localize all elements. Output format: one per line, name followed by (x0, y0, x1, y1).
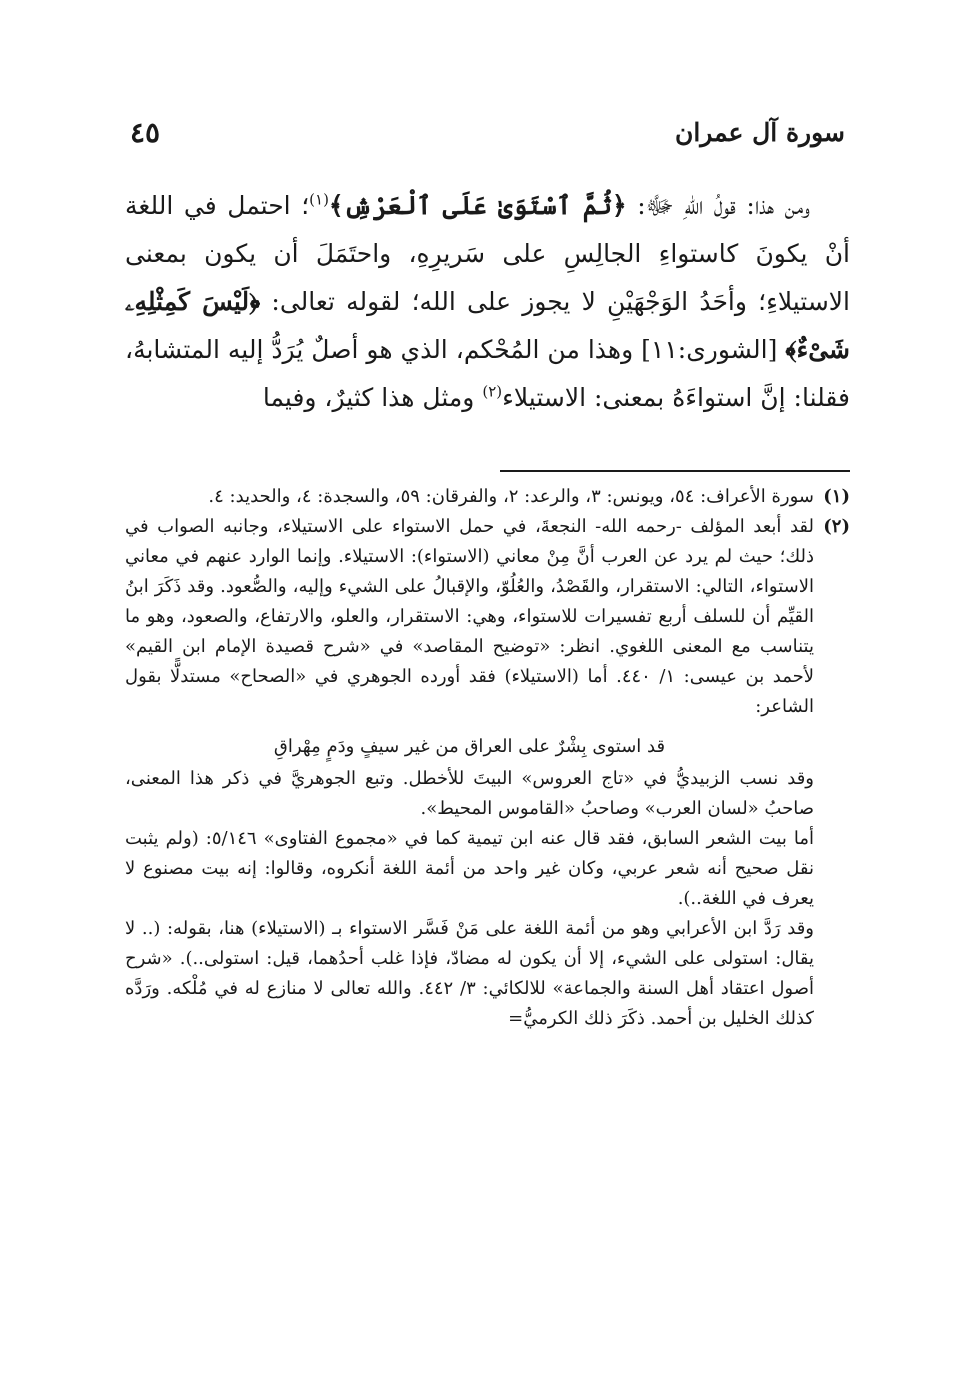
footnotes (125, 482, 850, 1034)
surah-title: سورة آل عمران (674, 117, 845, 147)
footnote-separator (500, 470, 850, 472)
footnote-1-body (125, 482, 814, 512)
main-text-segment-4: ومثل هذا كثيرٌ، وفيما (262, 383, 483, 412)
page-number: ٤٥ (130, 115, 161, 149)
footnote-2-para-3: أما بيت الشعر السابق، فقد قال عنه ابن تيمية كما في «مجموع الفتاوى» ٥/١٤٦: (ولم يثبت نقل صحيح أنه شعر عربي، وكان غير واحد من أئمة اللغة أنكروه، وقالوا: إنه بيت مصنوع لا يعرف في اللغة..). (125, 828, 814, 909)
footnote-2-number: (٢) (823, 516, 850, 537)
main-text-intro: ومن هذا: قولُ اللهِ ﷻ: (626, 191, 810, 220)
footnote-2 (125, 512, 850, 1034)
footnote-2-para-4: وقد رَدَّ ابن الأعرابي وهو من أئمة اللغة على مَنْ فَسَّر الاستواء بـ (الاستيلاء) هنا، بقوله: (.. لا يقال: استولى على الشيء، إلا أن يكون له مضادّ، فإذا غلب أحدُهما، قيل: استولى..). «شرح أصول اعتقاد أهل السنة والجماعة» للالكائي: ٣/ ٤٤٢. والله تعالى لا منازع له في مُلْكه. ورَدَّه كذلك الخليل بن أحمد. ذكَرَ ذلك الكرميُّ= (125, 918, 814, 1029)
page-header (130, 112, 845, 152)
quran-verse-istawa: ﴿ثُمَّ ٱسْتَوَىٰ عَلَى ٱلْعَرْشِ﴾ (328, 191, 627, 220)
main-text (125, 182, 850, 422)
quran-verse-laysa: ﴿لَيْسَ كَمِثْلِهِۦ شَىْءٌ﴾ (125, 287, 851, 364)
footnote-1 (125, 482, 850, 512)
footnote-2-body (125, 512, 814, 1034)
footnote-ref-1[interactable]: (١) (309, 190, 329, 209)
footnote-2-para-2: وقد نسب الزبيديُّ في «تاج العروس» البيتَ للأخطل. وتبع الجوهريَّ في ذكر هذا المعنى، صاحبُ «لسان العرب» وصاحبُ «القاموس المحيط». (125, 768, 814, 819)
footnote-2-poetry-verse: قد استوى بِشْرٌ على العراق من غير سيفٍ ودَمٍ مِهْراقِ (273, 736, 666, 757)
main-text-segment-2: ؛ احتمل في اللغة أنْ يكونَ كاستواءِ الجالِسِ على سَريرِهِ، واحتَمَلَ أن يكون بمعنى الاستيلاءِ؛ وأحَدُ الوَجْهَيْنِ لا يجوز على الله؛ لقوله تعالى: (125, 191, 850, 316)
footnote-2-para-1: لقد أبعد المؤلف -رحمه الله- النجعةَ، في حمل الاستواء على الاستيلاء، وجانبه الصواب في ذلك؛ حيث لم يرد عن العرب أنَّ مِنْ معاني (الاستواء): الاستيلاء. وإنما الوارد عنهم في معاني الاستواء، التالي: الاستقرار، والقَصْدُ، والعُلُوّ، والإقبالُ على الشيء وإليه، والصُّعود. وقد ذَكَرَ ابنُ القيِّم أن للسلف أربع تفسيرات للاستواء، وهي: الاستقرار، والعلو، والارتفاع، والصعود، وهو ما يتناسب مع المعنى اللغوي. انظر: «توضيح المقاصد» في «شرح قصيدة الإمام ابن القيم» لأحمد بن عيسى: ١/ ٤٤٠. أما (الاستيلاء) فقد أورده الجوهري في «الصحاح» مستدلًّا بقول الشاعر: (125, 516, 815, 717)
footnote-ref-2[interactable]: (٢) (482, 382, 503, 401)
footnote-1-text: سورة الأعراف: ٥٤، ويونس: ٣، والرعد: ٢، والفرقان: ٥٩، والسجدة: ٤، والحديد: ٤. (208, 486, 814, 507)
footnote-1-number: (١) (823, 486, 850, 507)
main-text-segment-3: [الشورى:١١] وهذا من المُحْكم، الذي هو أصلٌ يُرَدُّ إليه المتشابهُ، فقلنا: إنَّ استواءَهُ بمعنى: الاستيلاء (125, 335, 850, 412)
main-paragraph (125, 182, 850, 422)
